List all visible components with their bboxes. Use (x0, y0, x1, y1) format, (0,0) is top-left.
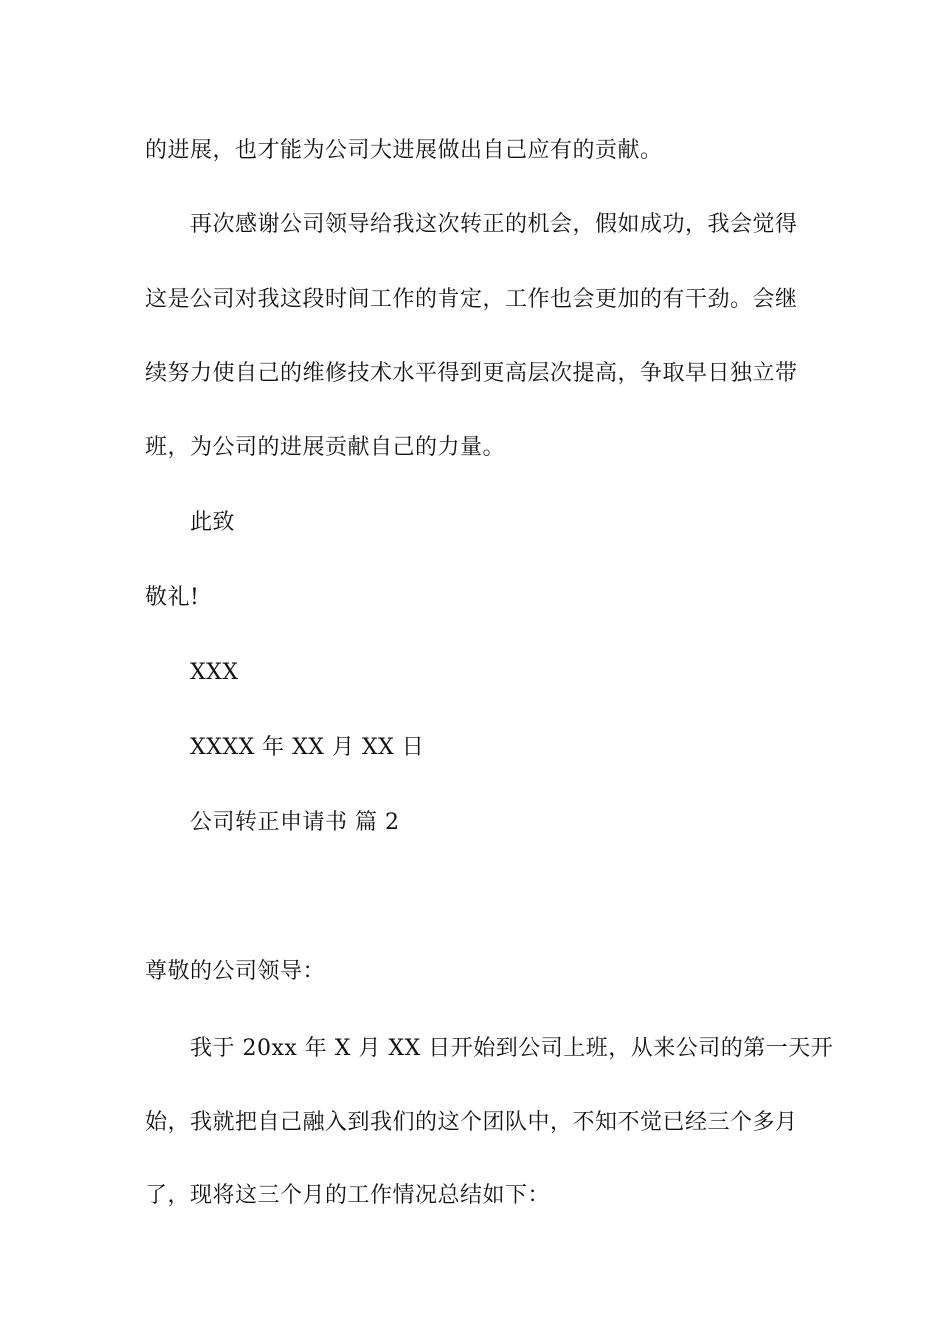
text-line-7: 始，我就把自己融入到我们的这个团队中，不知不觉已经三个多月 (145, 1110, 798, 1135)
text-line-4: 续努力使自己的维修技术水平得到更高层次提高，争取早日独立带 (145, 361, 798, 386)
signature-name: XXX (190, 660, 239, 685)
closing-salutation: 此致 (190, 510, 236, 535)
signature-date: XXXX 年 XX 月 XX 日 (190, 735, 425, 760)
greeting: 尊敬的公司领导： (145, 959, 326, 984)
text-line-1: 的进展，也才能为公司大进展做出自己应有的贡献。 (145, 138, 663, 163)
text-line-2: 再次感谢公司领导给我这次转正的机会，假如成功，我会觉得 (190, 212, 798, 237)
text-line-3: 这是公司对我这段时间工作的肯定，工作也会更加的有干劲。会继 (145, 287, 798, 312)
closing-regards: 敬礼! (145, 585, 200, 610)
text-line-5: 班，为公司的进展贡献自己的力量。 (145, 435, 506, 460)
section-title: 公司转正申请书 篇 2 (190, 810, 400, 835)
text-line-8: 了，现将这三个月的工作情况总结如下： (145, 1183, 551, 1208)
text-line-6: 我于 20xx 年 X 月 XX 日开始到公司上班，从来公司的第一天开 (190, 1036, 834, 1061)
